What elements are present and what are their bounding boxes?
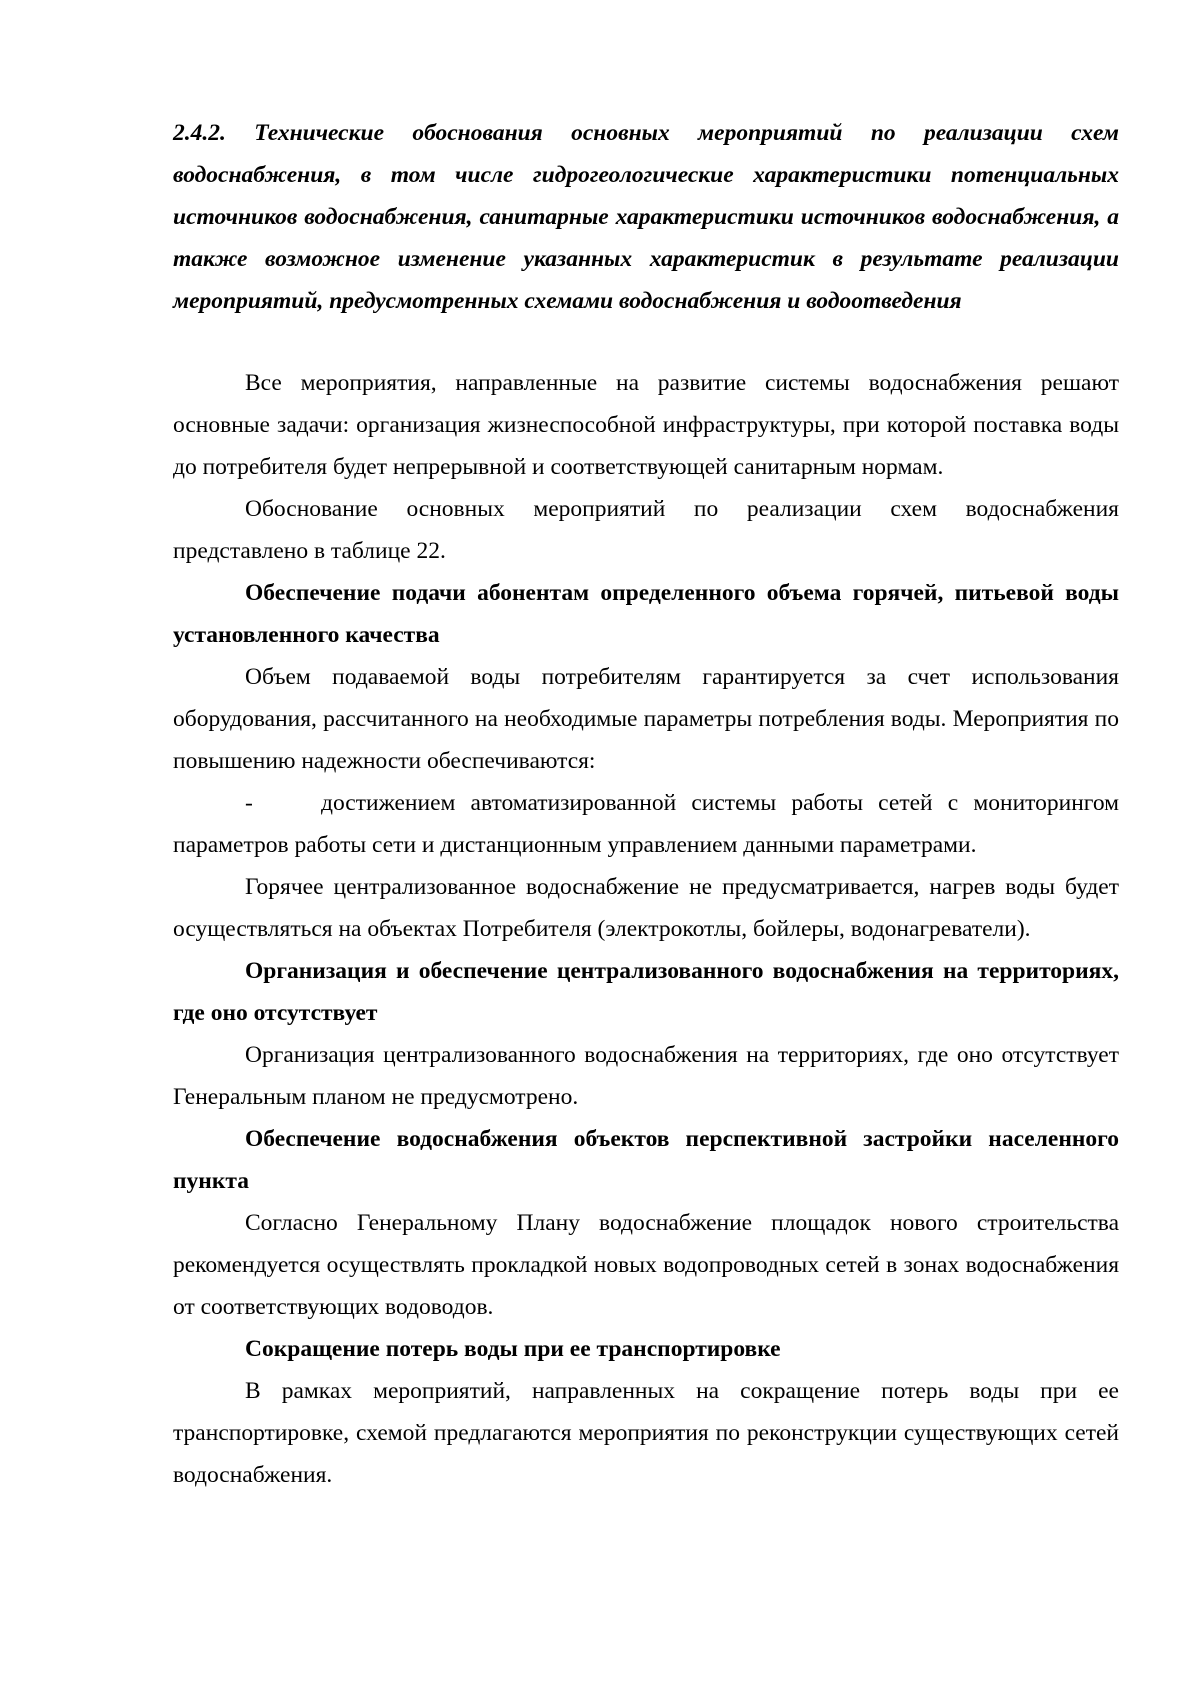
- block1-title: Обеспечение подачи абонентам определенного объема горячей, питьевой воды установленного качества: [173, 580, 1119, 648]
- block1-paragraph-1: Объем подаваемой воды потребителям гарантируется за счет использования оборудования, рассчитанного на необходимые параметры потребления воды. Мероприятия по повышению надежности обеспечиваются:: [173, 664, 1119, 774]
- list-item: [173, 782, 1119, 866]
- block1-paragraph-2: Горячее централизованное водоснабжение не предусматривается, нагрев воды будет осуществляться на объектах Потребителя (электрокотлы, бойлеры, водонагреватели).: [173, 874, 1119, 942]
- list-item-text: достижением автоматизированной системы работы сетей с мониторингом параметров работы сети и дистанционным управлением данными параметрами.: [173, 790, 1119, 858]
- block3-paragraph-1: Согласно Генеральному Плану водоснабжение площадок нового строительства рекомендуется осуществлять прокладкой новых водопроводных сетей в зонах водоснабжения от соответствующих водоводов.: [173, 1210, 1119, 1320]
- block4-title: Сокращение потерь воды при ее транспортировке: [245, 1336, 781, 1362]
- block2-title: Организация и обеспечение централизованного водоснабжения на территориях, где оно отсутствует: [173, 958, 1119, 1026]
- block4-paragraph-1: В рамках мероприятий, направленных на сокращение потерь воды при ее транспортировке, схемой предлагаются мероприятия по реконструкции существующих сетей водоснабжения.: [173, 1378, 1119, 1488]
- intro-paragraph-2: Обоснование основных мероприятий по реализации схем водоснабжения представлено в таблице 22.: [173, 496, 1119, 564]
- intro-paragraph-1: Все мероприятия, направленные на развитие системы водоснабжения решают основные задачи: организация жизнеспособной инфраструктуры, при которой поставка воды до потребителя будет непрерывной и соответствующей санитарным нормам.: [173, 370, 1119, 480]
- page-content: [173, 112, 1119, 1496]
- block2-paragraph-1: Организация централизованного водоснабжения на территориях, где оно отсутствует Генеральным планом не предусмотрено.: [173, 1042, 1119, 1110]
- section-heading: 2.4.2. Технические обоснования основных мероприятий по реализации схем водоснабжения, в том числе гидрогеологические характеристики потенциальных источников водоснабжения, санитарные характеристики источников водоснабжения, а также возможное изменение указанных характеристик в результате реализации мероприятий, предусмотренных схемами водоснабжения и водоотведения: [173, 120, 1119, 314]
- block3-title: Обеспечение водоснабжения объектов перспективной застройки населенного пункта: [173, 1126, 1119, 1194]
- list-marker: -: [245, 790, 253, 816]
